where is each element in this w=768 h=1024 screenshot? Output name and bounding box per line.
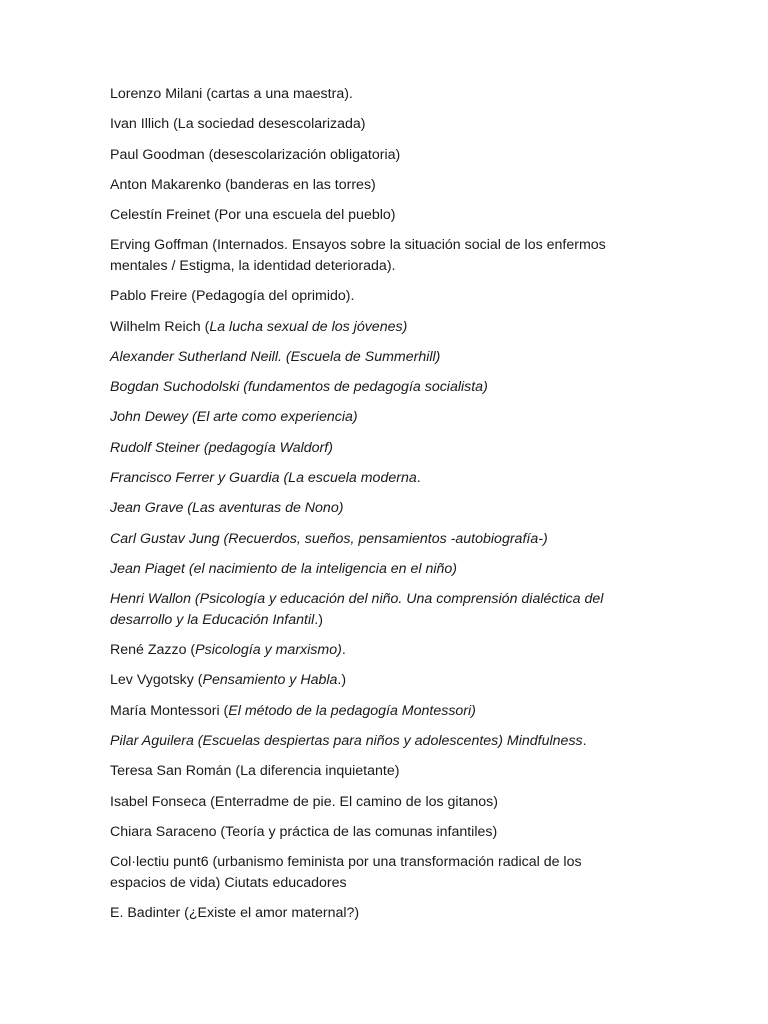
- text-run: .): [314, 611, 323, 628]
- list-item: [110, 589, 640, 630]
- text-run: María Montessori (: [110, 702, 229, 719]
- text-run: Celestín Freinet (Por una escuela del pueblo): [110, 207, 396, 224]
- list-item: [110, 498, 640, 519]
- text-run: .): [337, 672, 347, 689]
- italic-text-run: Carl Gustav Jung (Recuerdos, sueños, pensamientos -autobiografía-): [110, 530, 548, 547]
- list-item: [110, 903, 640, 924]
- list-item: [110, 205, 640, 226]
- italic-text-run: Alexander Sutherland Neill. (Escuela de Summerhill): [110, 348, 441, 365]
- text-run: Paul Goodman (desescolarización obligatoria): [110, 146, 401, 163]
- italic-text-run: Pilar Aguilera (Escuelas despiertas para niños y adolescentes) Mindfulness: [110, 732, 583, 749]
- text-run: Teresa San Román (La diferencia inquietante): [110, 763, 400, 780]
- text-run: Erving Goffman (Internados. Ensayos sobre la situación social de los enfermos mentales / Estigma, la identidad deteriorada).: [110, 237, 606, 274]
- text-run: Pablo Freire (Pedagogía del oprimido).: [110, 288, 355, 305]
- list-item: [110, 529, 640, 550]
- list-item: [110, 640, 640, 661]
- text-run: .: [416, 470, 421, 487]
- text-run: Anton Makarenko (banderas en las torres): [110, 176, 376, 193]
- italic-text-run: Bogdan Suchodolski (fundamentos de pedagogía socialista): [110, 379, 488, 396]
- text-run: Wilhelm Reich (: [110, 318, 210, 335]
- text-run: Isabel Fonseca (Enterradme de pie. El camino de los gitanos): [110, 793, 498, 810]
- italic-text-run: Rudolf Steiner (pedagogía Waldorf): [110, 439, 333, 456]
- list-item: [110, 407, 640, 428]
- text-run: Lorenzo Milani (cartas a una maestra).: [110, 86, 353, 102]
- list-item: [110, 84, 640, 105]
- list-item: [110, 822, 640, 843]
- text-run: .: [341, 642, 346, 659]
- italic-text-run: Psicología y marxismo): [195, 642, 342, 659]
- italic-text-run: Henri Wallon (Psicología y educación del niño. Una comprensión dialéctica del desarrollo y la Educación Infantil: [110, 591, 604, 628]
- list-item: [110, 559, 640, 580]
- italic-text-run: La lucha sexual de los jóvenes): [209, 318, 408, 335]
- italic-text-run: El método de la pedagogía Montessori): [228, 702, 476, 719]
- list-item: [110, 235, 640, 276]
- list-item: [110, 792, 640, 813]
- list-item: [110, 731, 640, 752]
- list-item: [110, 761, 640, 782]
- list-item: [110, 347, 640, 368]
- list-item: [110, 114, 640, 135]
- italic-text-run: Jean Grave (Las aventuras de Nono): [110, 500, 344, 517]
- list-item: [110, 175, 640, 196]
- list-item: [110, 145, 640, 166]
- list-item: [110, 317, 640, 338]
- text-run: Chiara Saraceno (Teoría y práctica de las comunas infantiles): [110, 823, 498, 840]
- list-item: [110, 852, 640, 893]
- list-item: [110, 377, 640, 398]
- list-item: [110, 701, 640, 722]
- text-run: Col·lectiu punt6 (urbanismo feminista por una transformación radical de los espacios de vida) Ciutats educadores: [110, 854, 582, 891]
- list-item: [110, 286, 640, 307]
- italic-text-run: Jean Piaget (el nacimiento de la inteligencia en el niño): [110, 560, 458, 577]
- text-run: René Zazzo (: [110, 642, 196, 659]
- reference-list: [110, 84, 640, 933]
- italic-text-run: John Dewey (El arte como experiencia): [110, 409, 358, 426]
- italic-text-run: Francisco Ferrer y Guardia (La escuela moderna: [110, 470, 417, 487]
- text-run: Ivan Illich (La sociedad desescolarizada): [110, 116, 366, 133]
- text-run: Lev Vygotsky (: [110, 672, 203, 689]
- text-run: .: [582, 732, 587, 749]
- list-item: [110, 670, 640, 691]
- text-run: E. Badinter (¿Existe el amor maternal?): [110, 904, 360, 921]
- list-item: [110, 468, 640, 489]
- list-item: [110, 438, 640, 459]
- italic-text-run: Pensamiento y Habla: [202, 672, 338, 689]
